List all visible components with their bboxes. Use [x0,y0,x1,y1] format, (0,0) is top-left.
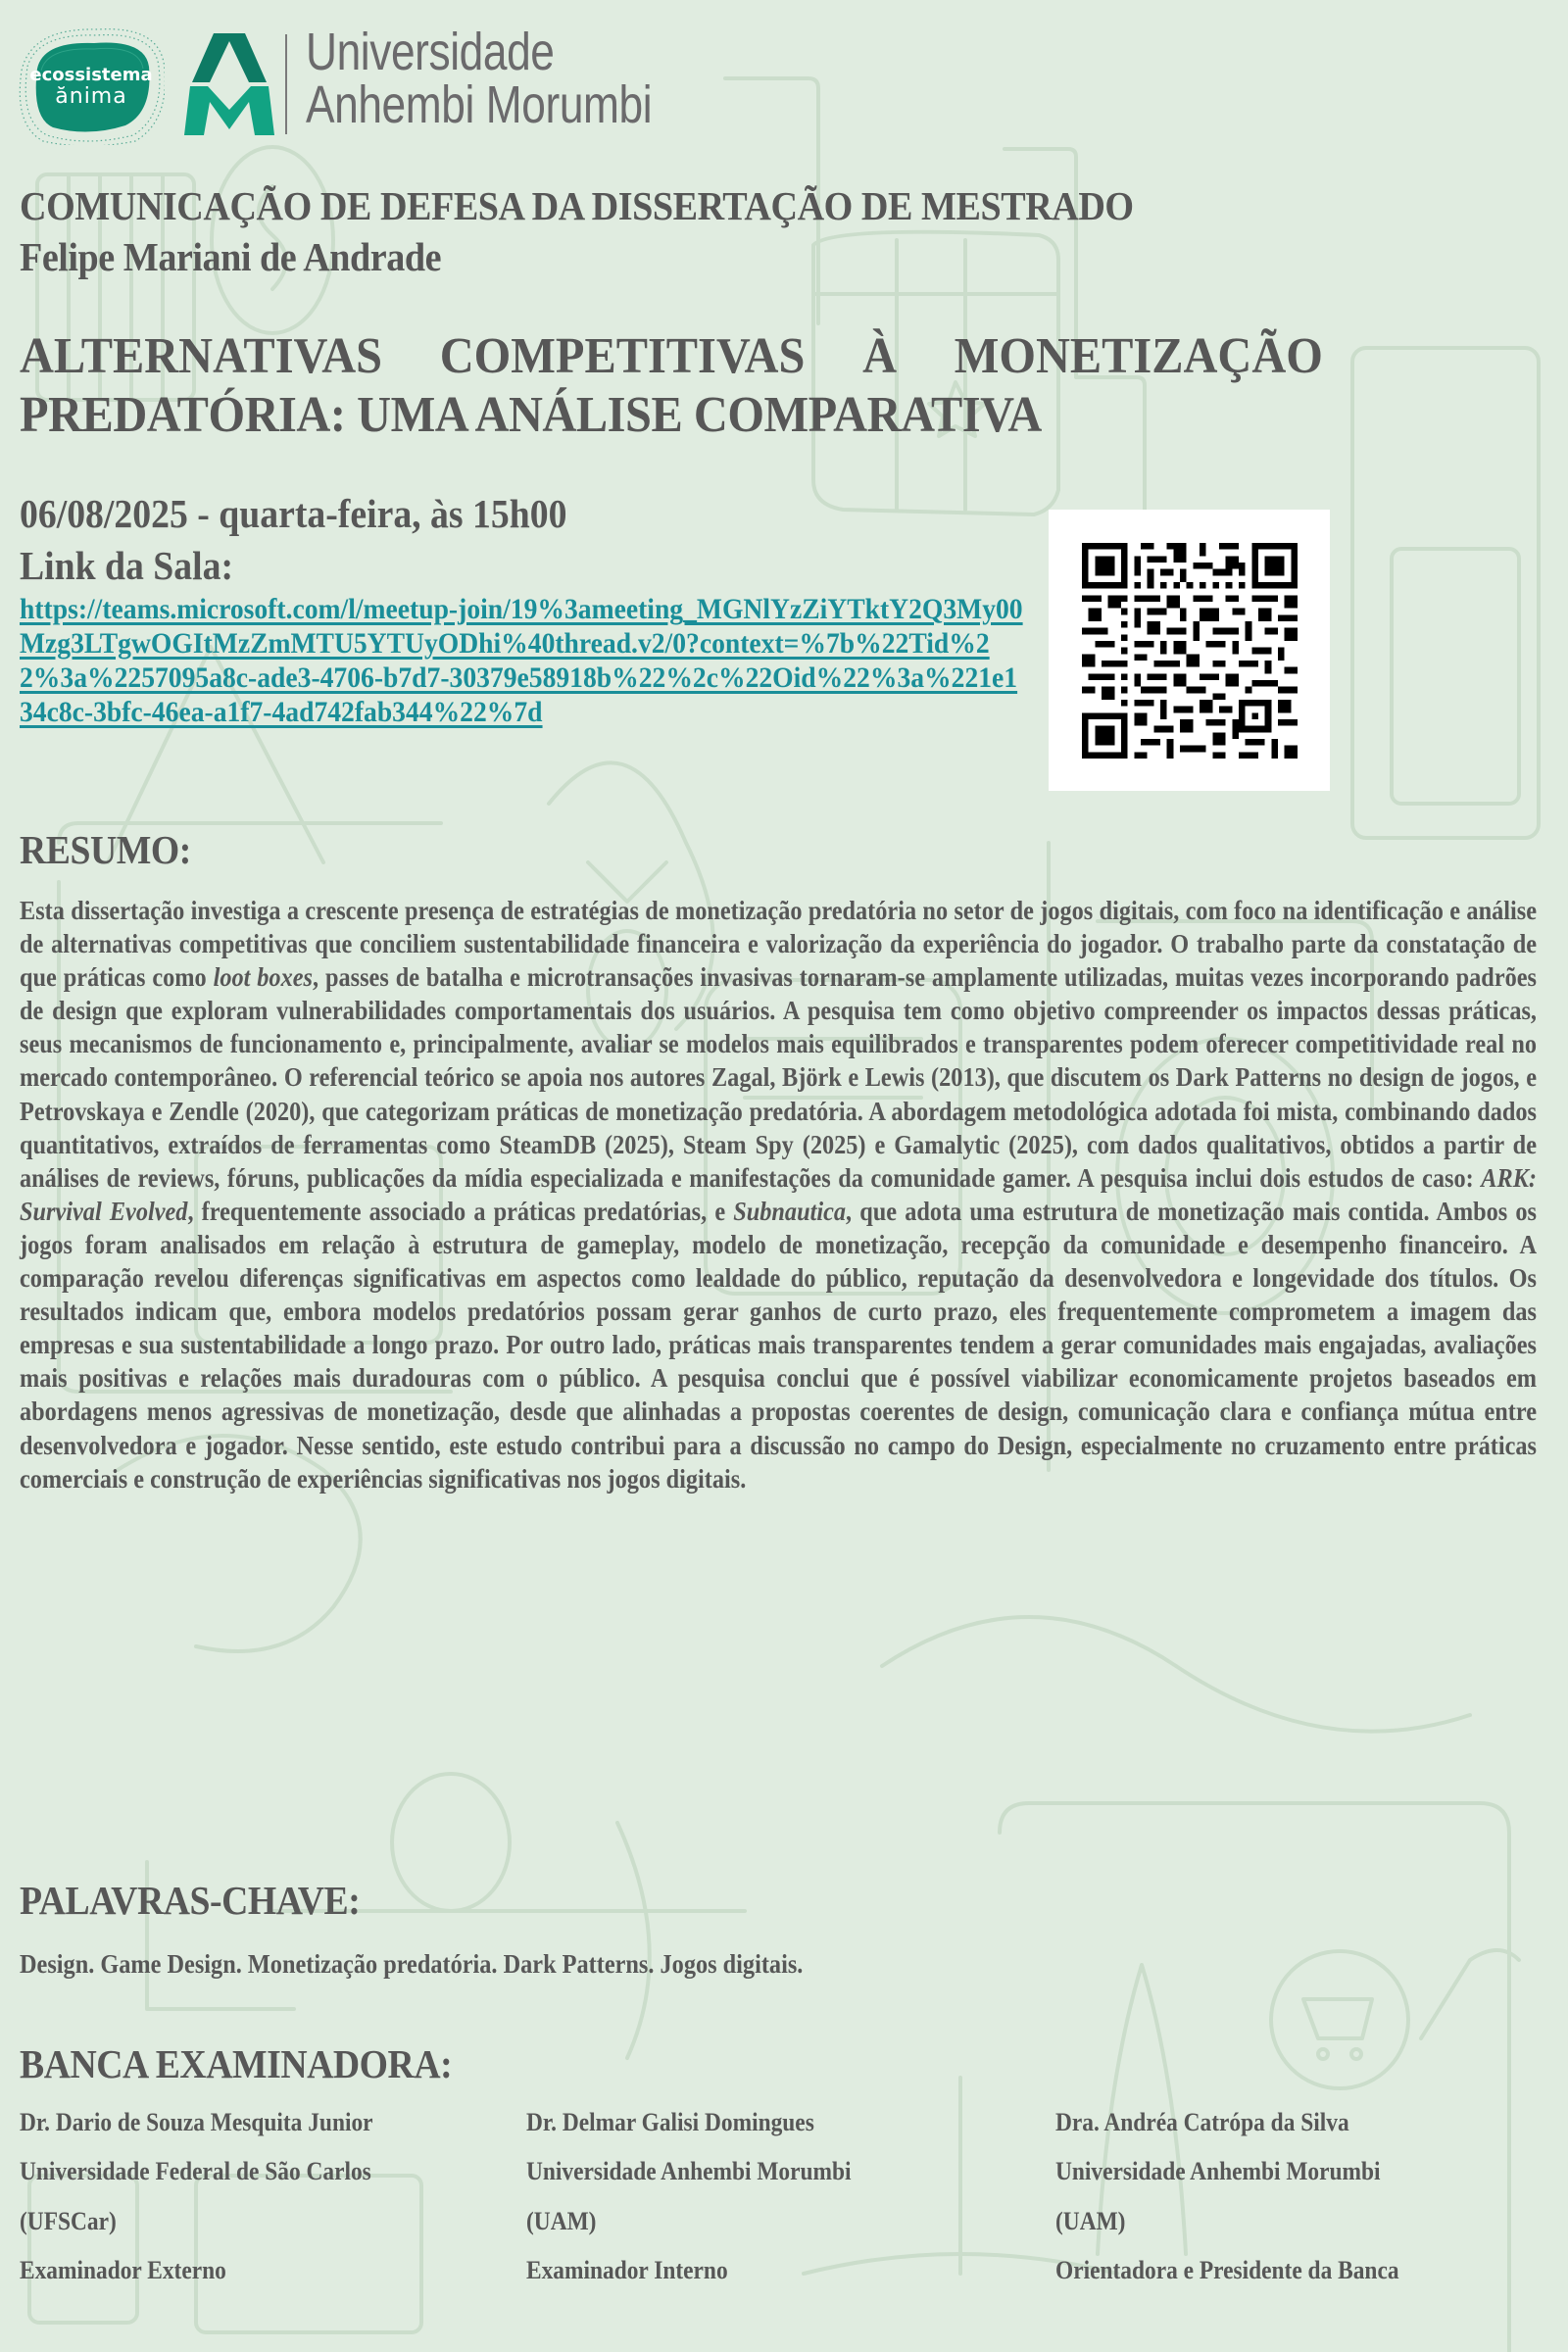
candidate-name: Felipe Mariani de Andrade [20,234,442,279]
anima-logo-line1: ecossistema [29,65,153,85]
abstract-game-subnautica: Subnautica [733,1196,847,1226]
abstract-term-loot-boxes: loot boxes [213,962,313,993]
abstract-text: , frequentemente associado a práticas predatórias, e [187,1196,734,1226]
member-role: Examinador Interno [526,2256,728,2284]
member-institution: Universidade Federal de São Carlos [20,2157,371,2185]
title-word: COMPETITIVAS [439,328,806,384]
committee-heading: BANCA EXAMINADORA: [20,2041,453,2086]
anima-logo-text [18,65,165,108]
member-institution-acronym: (UAM) [526,2207,597,2235]
dissertation-title [20,327,1323,445]
title-word: À [862,328,898,384]
keywords-heading: PALAVRAS-CHAVE: [20,1878,361,1923]
member-name: Dra. Andréa Catrópa da Silva [1055,2108,1349,2136]
ecossistema-anima-logo [18,27,165,145]
member-institution: Universidade Anhembi Morumbi [1055,2157,1381,2185]
university-name-line1: Universidade [306,23,555,81]
abstract-body [20,894,1537,1495]
title-line-2: PREDATÓRIA: UMA ANÁLISE COMPARATIVA [20,387,1042,443]
committee-members [0,2107,1568,2323]
member-role: Examinador Externo [20,2256,226,2284]
title-word: ALTERNATIVAS [20,328,383,384]
abstract-text: Esta dissertação investiga a crescente presença de estratégias de monetização predatória no setor de jogos digitais, com foco na identificação e análise de alternativas competitivas que conciliem sustentabilidade financeira e valorização da experiência do jogador. O trabalho parte da constatação de que práticas como [20,896,1537,993]
room-link-label: Link da Sala: [20,543,234,588]
keywords-list: Design. Game Design. Monetização predatória. Dark Patterns. Jogos digitais. [20,1949,804,1979]
qr-code-icon [1082,543,1298,759]
abstract-game-ark: ARK: Survival Evolved [20,1162,1537,1226]
abstract-text: , que adota uma estrutura de monetização mais contida. Ambos os jogos foram analisados em relação à estrutura de gameplay, modelo de monetização, recepção da comunidade e desempenho financeiro. A comparação revelou diferenças significativas em aspectos como lealdade do público, reputação da desenvolvedora e longevidade dos títulos. Os resultados indicam que, embora modelos predatórios possam gerar ganhos de curto prazo, eles frequentemente comprometem a imagem das empresas e sua sustentabilidade a longo prazo. Por outro lado, práticas mais transparentes tendem a gerar comunidades mais engajadas, avaliações mais positivas e relações mais duradouras com o público. A pesquisa conclui que é possível viabilizar economicamente projetos baseados em abordagens menos agressivas de monetização, desde que alinhadas a propostas coerentes de design, comunicação clara e confiança mútua entre desenvolvedora e jogador. Nesse sentido, este estudo contribui para a discussão no campo do Design, especialmente no cruzamento entre práticas comerciais e construção de experiências significativas nos jogos digitais. [20,1196,1538,1494]
title-word: MONETIZAÇÃO [954,328,1323,384]
member-institution: Universidade Anhembi Morumbi [526,2157,852,2185]
member-name: Dr. Dario de Souza Mesquita Junior [20,2108,373,2136]
logo-divider [285,34,287,134]
abstract-heading: RESUMO: [20,827,191,872]
teams-meeting-link[interactable]: https://teams.microsoft.com/l/meetup-join/19%3ameeting_MGNlYzZiYTktY2Q3My00Mzg3LTgwOGItMzZmMTU5YTUyODhi%40thread.v2/0?context=%7b%22Tid%22%3a%2257095a8c-ade3-4706-b7d7-30379e58918b%22%2c%22Oid%22%3a%221e134c8c-3bfc-46ea-a1f7-4ad742fab344%22%7d [20,593,1023,728]
qr-code[interactable] [1049,510,1330,791]
member-institution-acronym: (UFSCar) [20,2207,117,2235]
announcement-heading: COMUNICAÇÃO DE DEFESA DA DISSERTAÇÃO DE MESTRADO [20,183,1134,228]
member-institution-acronym: (UAM) [1055,2207,1126,2235]
title-line-1 [20,327,1323,386]
anima-logo-line2: ănima [55,84,127,109]
member-role: Orientadora e Presidente da Banca [1055,2256,1399,2284]
university-name-line2: Anhembi Morumbi [306,75,653,134]
abstract-paragraph [20,894,1537,1495]
defense-datetime: 06/08/2025 - quarta-feira, às 15h00 [20,491,567,536]
abstract-text: , passes de batalha e microtransações invasivas tornaram-se amplamente utilizadas, muitas vezes incorporando padrões de design que exploram vulnerabilidades comportamentais dos usuários. A pesquisa tem como objetivo compreender os impactos dessas práticas, seus mecanismos de funcionamento e, principalmente, avaliar se modelos mais equilibrados e transparentes podem oferecer competitividade real no mercado contemporâneo. O referencial teórico se apoia nos autores Zagal, Björk e Lewis (2013), que discutem os Dark Patterns no design de jogos, e Petrovskaya e Zendle (2020), que categorizam práticas de monetização predatória. A abordagem metodológica adotada foi mista, combinando dados quantitativos, extraídos de ferramentas como SteamDB (2025), Steam Spy (2025) e Gamalytic (2025), com dados qualitativos, obtidos a partir de análises de reviews, fóruns, publicações da mídia especializada e manifestações da comunidade gamer. A pesquisa inclui dois estudos de caso: [20,962,1538,1193]
university-name [306,23,653,134]
uam-logo-mark-icon [184,33,274,135]
member-name: Dr. Delmar Galisi Domingues [526,2108,814,2136]
